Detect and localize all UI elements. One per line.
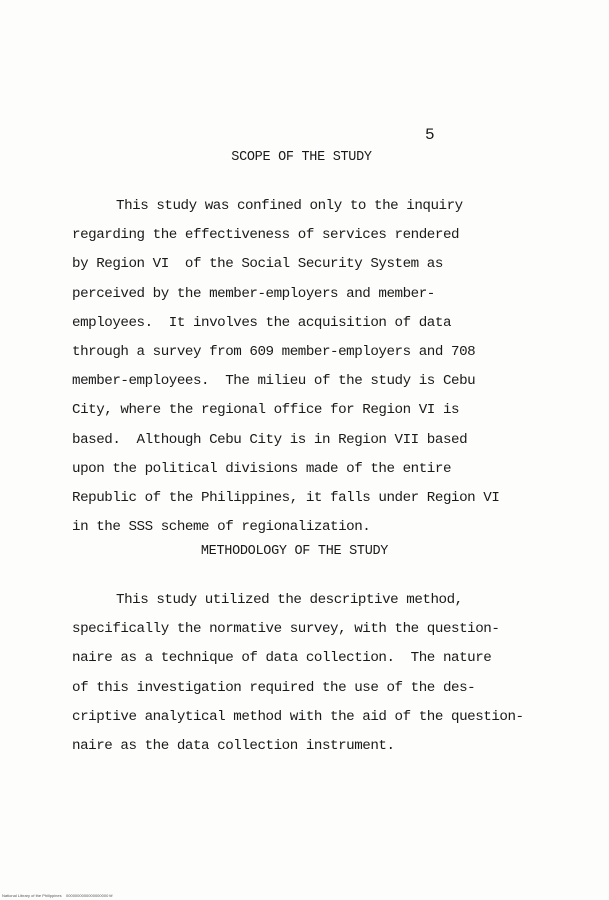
paragraph-line: of this investigation required the use of the des- xyxy=(72,679,476,696)
paragraph-line: This study utilized the descriptive method, xyxy=(116,592,463,608)
methodology-paragraph xyxy=(72,586,602,761)
page-number: 5 xyxy=(425,126,435,144)
section-heading-scope: SCOPE OF THE STUDY xyxy=(231,150,372,165)
paragraph-line: employees. It involves the acquisition of data xyxy=(72,314,452,331)
paragraph-line: based. Although Cebu City is in Region VII based xyxy=(72,431,468,448)
paragraph-line: regarding the effectiveness of services rendered xyxy=(72,227,460,244)
paragraph-line: naire as the data collection instrument. xyxy=(72,737,395,754)
paragraph-line: perceived by the member-employers and member- xyxy=(72,285,435,302)
paragraph-line: Republic of the Philippines, it falls under Region VI xyxy=(72,489,500,506)
paragraph-line: by Region VI of the Social Security System as xyxy=(72,256,443,273)
paragraph-line: specifically the normative survey, with the question- xyxy=(72,621,500,638)
paragraph-line: City, where the regional office for Region VI is xyxy=(72,402,460,419)
section-heading-methodology: METHODOLOGY OF THE STUDY xyxy=(200,544,389,559)
archive-footer: National Library of the Philippines 0000000000000000000 tif xyxy=(2,893,113,898)
paragraph-line: member-employees. The milieu of the study is Cebu xyxy=(72,373,476,390)
paragraph-line: criptive analytical method with the aid of the question- xyxy=(72,708,524,725)
paragraph-line: This study was confined only to the inquiry xyxy=(116,198,463,214)
paragraph-line: in the SSS scheme of regionalization. xyxy=(72,519,371,536)
paragraph-line: through a survey from 609 member-employers and 708 xyxy=(72,343,476,360)
scope-paragraph xyxy=(72,192,602,542)
paragraph-line: naire as a technique of data collection. The nature xyxy=(72,650,492,667)
paragraph-line: upon the political divisions made of the entire xyxy=(72,460,452,477)
